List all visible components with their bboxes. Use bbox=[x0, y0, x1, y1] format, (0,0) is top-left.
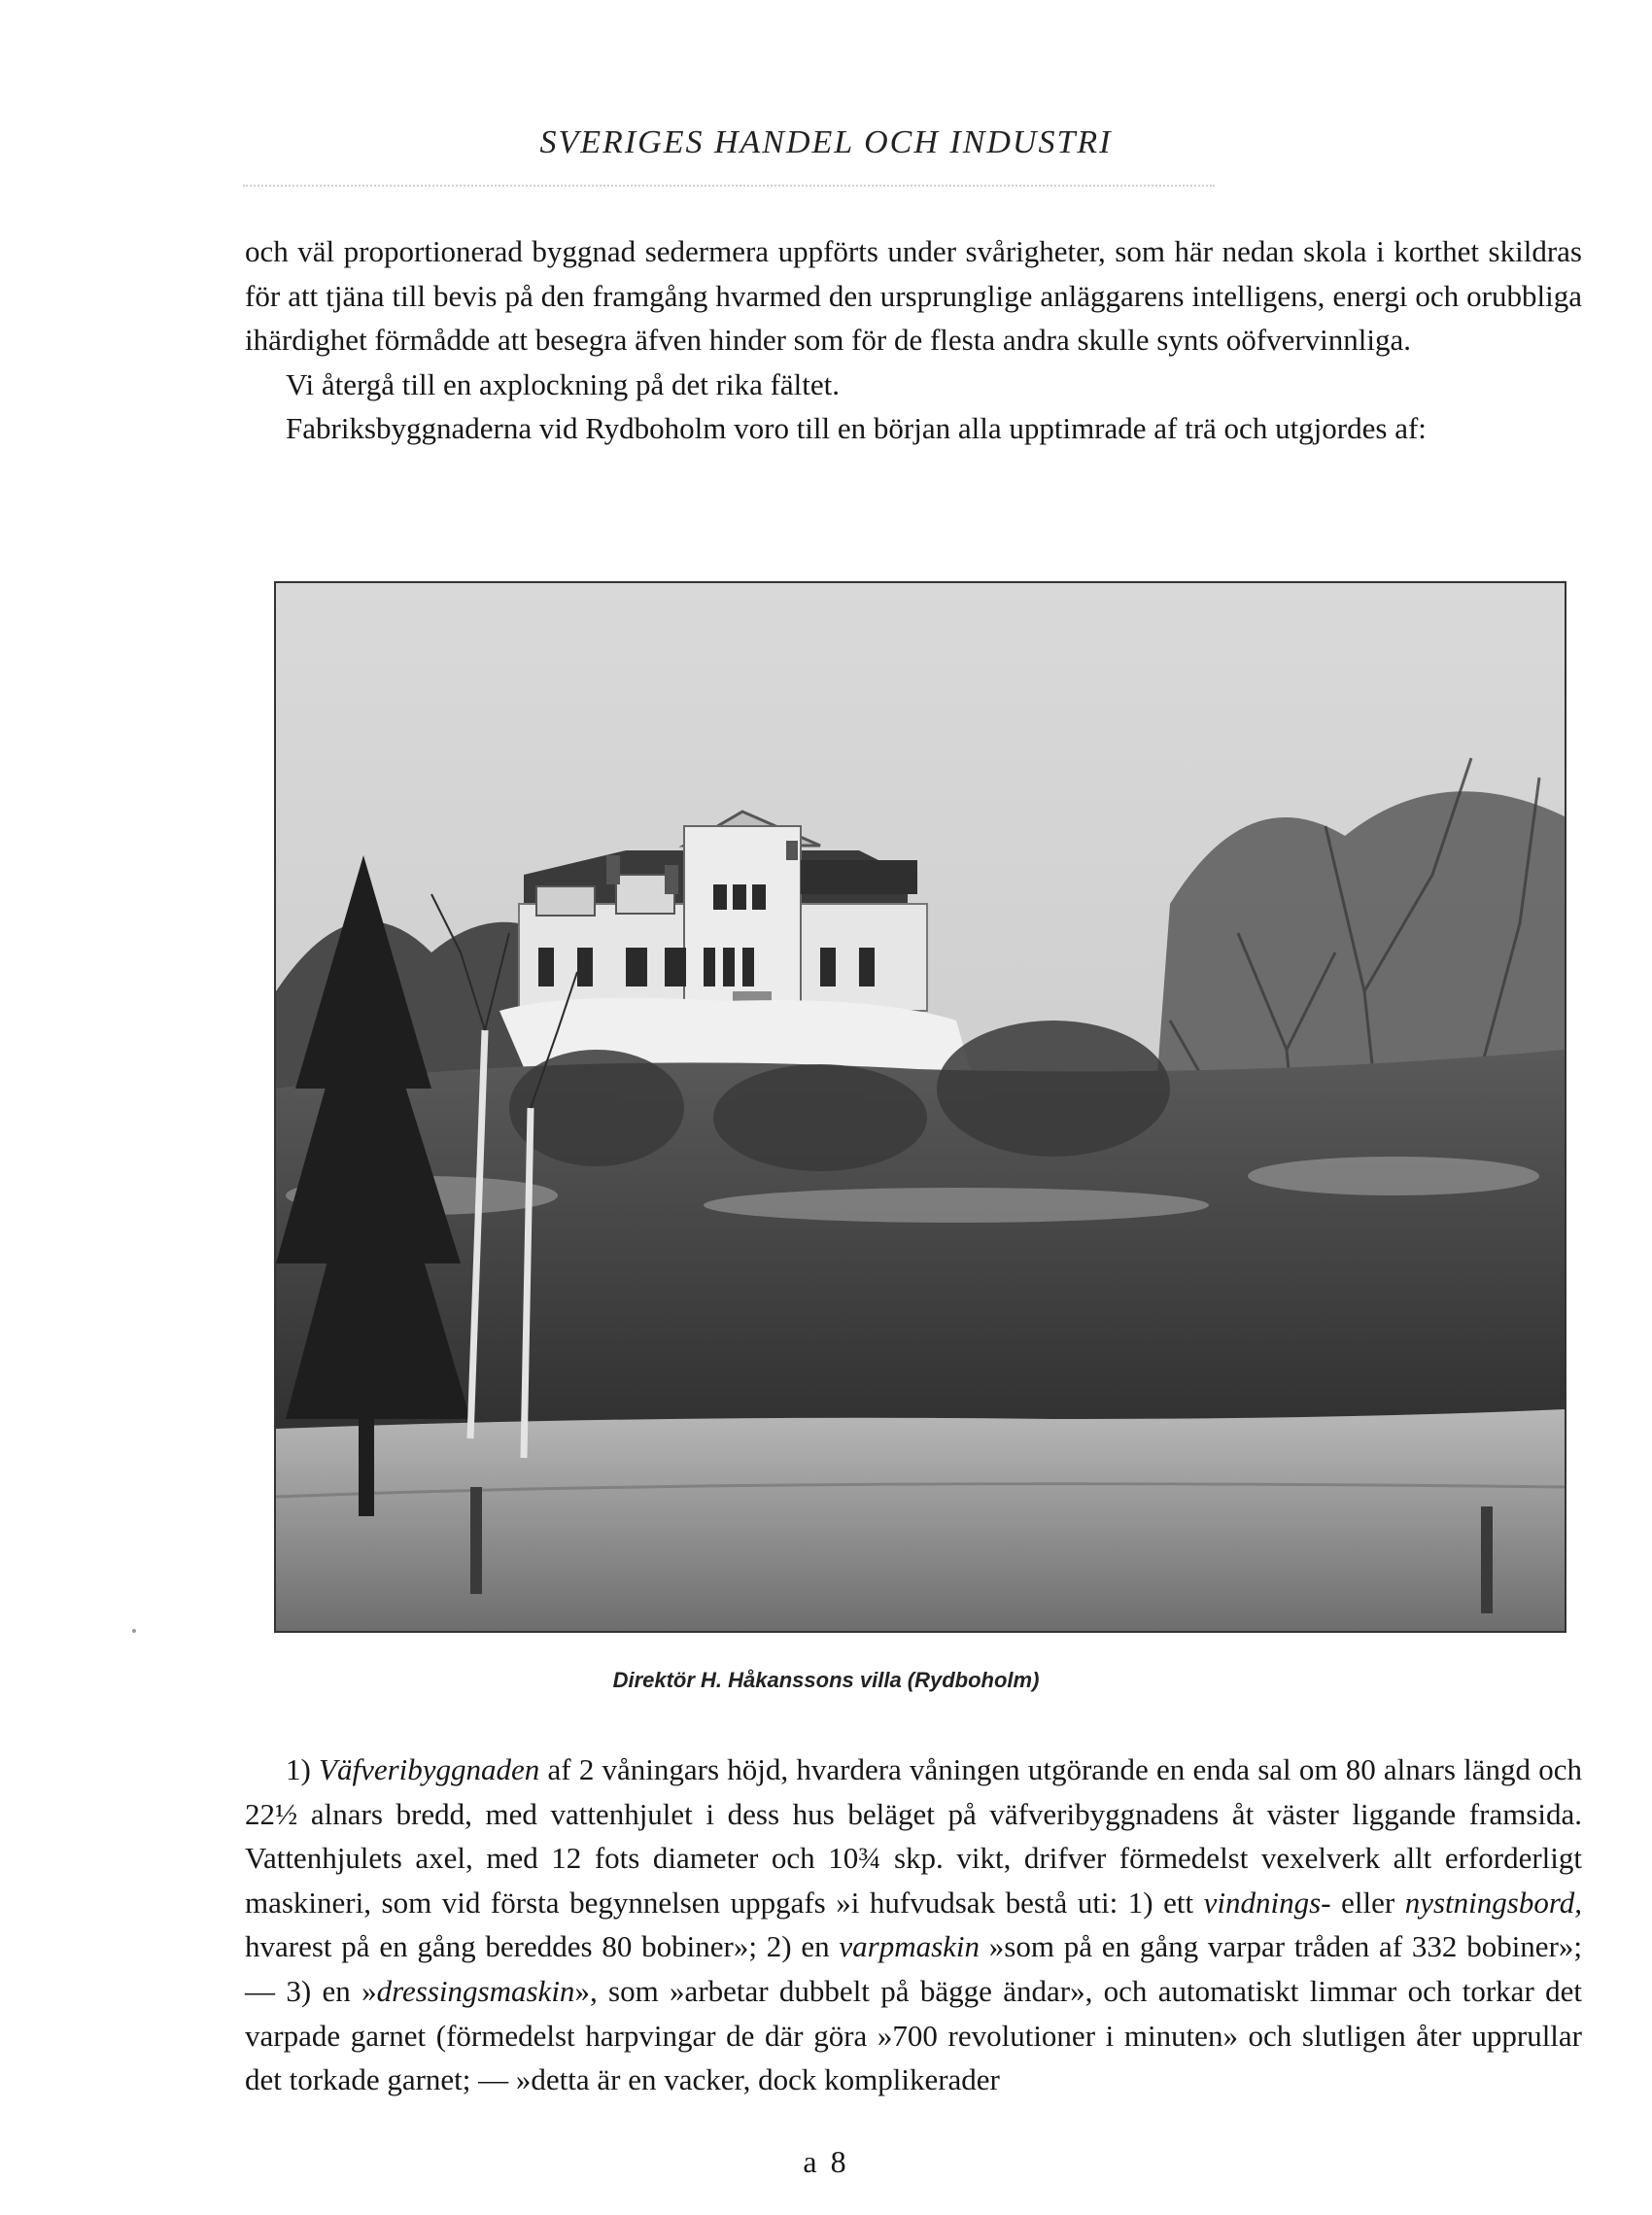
text-run: eller bbox=[1330, 1885, 1405, 1920]
italic-term: vindnings- bbox=[1203, 1885, 1331, 1920]
text-run: », som »arbetar dubbelt på bägge ändar», och automatiskt limmar och torkar det varpade garnet (förmedelst harpvingar de där göra »700 revolutioner i minuten» och slutligen åter upprullar det torkade garnet; — »detta är en vacker, dock komplikerader bbox=[245, 1973, 1582, 2097]
bottom-text-block bbox=[245, 1748, 1582, 2102]
paragraph-fabriksbyggnaderna: Fabriksbyggnaderna vid Rydboholm voro till en början alla upptimrade af trä och utgjordes af: bbox=[286, 411, 1427, 446]
margin-speck bbox=[132, 1629, 136, 1633]
paragraph-intro: och väl proportionerad byggnad sedermera uppförts under svårigheter, som här nedan skola i korthet skildras för att tjäna till bevis på den framgång hvarmed den ursprunglige anläggarens intelligens, energi och orubbliga ihärdighet förmådde att besegra äfven hinder som för de flesta andra skulle synts oöfvervinnliga. bbox=[245, 234, 1582, 358]
paragraph-vafveribyggnaden bbox=[245, 1748, 1582, 2102]
italic-term: dressingsmaskin bbox=[376, 1973, 575, 2008]
top-text-block bbox=[245, 229, 1582, 451]
italic-term: Väfveribyggnaden bbox=[319, 1752, 540, 1786]
paragraph-axplockning: Vi återgå till en axplockning på det rika fältet. bbox=[286, 366, 841, 401]
italic-term: nystningsbord, bbox=[1404, 1885, 1582, 1920]
text-run: af 2 våningars höjd, hvardera våningen utgörande en enda sal om 80 alnars längd och 22½ alnars bredd, med vattenhjulet i dess hus beläget på väfveribyggnadens åt väster liggande framsida. Vattenhjulets axel, med 12 fots diameter och 10¾ skp. vikt, drifver förmedelst vexelverk allt erforderligt maskineri, som vid första begynnelsen uppgafs »i hufvudsak bestå uti: 1) ett bbox=[245, 1752, 1583, 1920]
text-run: hvarest på en gång bereddes 80 bobiner»; 2) en bbox=[245, 1929, 840, 1964]
print-specks-divider bbox=[243, 185, 1215, 192]
villa-photograph bbox=[274, 581, 1566, 1633]
text-run: 1) bbox=[286, 1752, 320, 1786]
text-run: »som på en gång varpar tråden af 332 bobiner»; — 3) en » bbox=[245, 1929, 1583, 2008]
villa-photo-illustration bbox=[276, 583, 1565, 1631]
running-head: SVERIGES HANDEL OCH INDUSTRI bbox=[539, 124, 1113, 160]
page-number: a 8 bbox=[803, 2144, 849, 2179]
italic-term: varpmaskin bbox=[839, 1929, 981, 1964]
photo-caption: Direktör H. Håkanssons villa (Rydboholm) bbox=[612, 1668, 1040, 1692]
